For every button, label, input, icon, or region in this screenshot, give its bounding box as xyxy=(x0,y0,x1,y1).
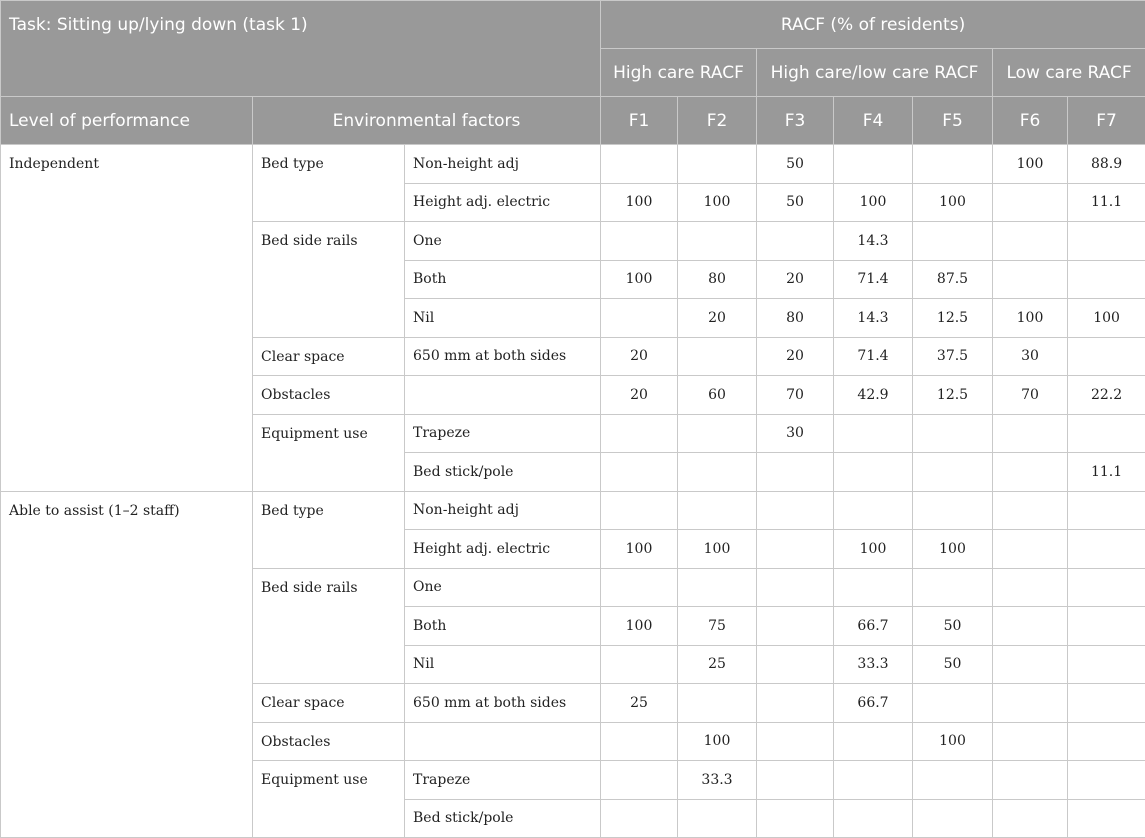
value-cell-f3 xyxy=(757,645,834,684)
value-cell-f3 xyxy=(757,222,834,261)
value-cell-f2 xyxy=(678,414,757,453)
value-cell-f7 xyxy=(1068,761,1145,800)
facility-header-f2: F2 xyxy=(678,97,757,145)
value-cell-f1 xyxy=(601,414,678,453)
factor-detail-cell: Bed stick/pole xyxy=(405,453,601,492)
value-cell-f1 xyxy=(601,145,678,184)
header-row-1 xyxy=(1,1,1145,49)
value-cell-f1: 20 xyxy=(601,376,678,415)
value-cell-f3: 70 xyxy=(757,376,834,415)
value-cell-f3: 80 xyxy=(757,299,834,338)
value-cell-f7: 22.2 xyxy=(1068,376,1145,415)
value-cell-f4: 71.4 xyxy=(834,337,913,376)
value-cell-f6: 30 xyxy=(993,337,1068,376)
value-cell-f3: 20 xyxy=(757,337,834,376)
value-cell-f4: 42.9 xyxy=(834,376,913,415)
value-cell-f6 xyxy=(993,722,1068,761)
value-cell-f2 xyxy=(678,337,757,376)
value-cell-f2 xyxy=(678,453,757,492)
value-cell-f2 xyxy=(678,684,757,723)
value-cell-f5: 100 xyxy=(913,722,993,761)
value-cell-f4: 100 xyxy=(834,530,913,569)
group-high-low-care: High care/low care RACF xyxy=(757,49,993,97)
value-cell-f5 xyxy=(913,145,993,184)
value-cell-f4: 66.7 xyxy=(834,607,913,646)
value-cell-f3 xyxy=(757,530,834,569)
level-of-performance-cell: Able to assist (1–2 staff) xyxy=(1,491,253,838)
value-cell-f4 xyxy=(834,414,913,453)
value-cell-f4 xyxy=(834,145,913,184)
facility-header-f6: F6 xyxy=(993,97,1068,145)
value-cell-f5 xyxy=(913,684,993,723)
environmental-factors-header: Environmental factors xyxy=(253,97,601,145)
value-cell-f5 xyxy=(913,761,993,800)
value-cell-f5: 12.5 xyxy=(913,376,993,415)
value-cell-f6 xyxy=(993,453,1068,492)
value-cell-f5: 100 xyxy=(913,530,993,569)
environmental-factor-cell: Obstacles xyxy=(253,376,405,415)
factor-detail-cell: Non-height adj xyxy=(405,145,601,184)
value-cell-f5: 37.5 xyxy=(913,337,993,376)
value-cell-f2 xyxy=(678,145,757,184)
environmental-factor-cell: Bed side rails xyxy=(253,222,405,338)
value-cell-f2: 100 xyxy=(678,530,757,569)
value-cell-f2 xyxy=(678,568,757,607)
value-cell-f1 xyxy=(601,645,678,684)
value-cell-f1: 20 xyxy=(601,337,678,376)
table-body xyxy=(1,145,1145,838)
value-cell-f7 xyxy=(1068,491,1145,530)
factor-detail-cell: Trapeze xyxy=(405,414,601,453)
value-cell-f6 xyxy=(993,684,1068,723)
factor-detail-cell: Trapeze xyxy=(405,761,601,800)
value-cell-f6: 100 xyxy=(993,299,1068,338)
table-row xyxy=(1,491,1145,530)
value-cell-f3 xyxy=(757,568,834,607)
value-cell-f2: 33.3 xyxy=(678,761,757,800)
value-cell-f1: 100 xyxy=(601,530,678,569)
factor-detail-cell: One xyxy=(405,222,601,261)
value-cell-f4: 100 xyxy=(834,183,913,222)
environmental-factor-cell: Bed type xyxy=(253,491,405,568)
facility-header-f3: F3 xyxy=(757,97,834,145)
value-cell-f4 xyxy=(834,453,913,492)
value-cell-f4 xyxy=(834,491,913,530)
value-cell-f5: 87.5 xyxy=(913,260,993,299)
value-cell-f3 xyxy=(757,684,834,723)
value-cell-f7 xyxy=(1068,222,1145,261)
value-cell-f4: 14.3 xyxy=(834,299,913,338)
value-cell-f2: 25 xyxy=(678,645,757,684)
value-cell-f2: 100 xyxy=(678,183,757,222)
value-cell-f1 xyxy=(601,222,678,261)
table-header xyxy=(1,1,1145,145)
factor-detail-cell xyxy=(405,722,601,761)
environmental-factor-cell: Bed side rails xyxy=(253,568,405,684)
environmental-factor-cell: Equipment use xyxy=(253,761,405,838)
value-cell-f2: 100 xyxy=(678,722,757,761)
table-row xyxy=(1,145,1145,184)
value-cell-f6 xyxy=(993,222,1068,261)
value-cell-f1 xyxy=(601,799,678,838)
value-cell-f6 xyxy=(993,568,1068,607)
value-cell-f2 xyxy=(678,799,757,838)
factor-detail-cell: Height adj. electric xyxy=(405,183,601,222)
value-cell-f2: 60 xyxy=(678,376,757,415)
value-cell-f7: 11.1 xyxy=(1068,453,1145,492)
value-cell-f5 xyxy=(913,414,993,453)
value-cell-f3: 30 xyxy=(757,414,834,453)
value-cell-f4 xyxy=(834,568,913,607)
value-cell-f4: 14.3 xyxy=(834,222,913,261)
value-cell-f4 xyxy=(834,722,913,761)
value-cell-f2: 80 xyxy=(678,260,757,299)
value-cell-f7 xyxy=(1068,260,1145,299)
value-cell-f7 xyxy=(1068,645,1145,684)
value-cell-f5: 50 xyxy=(913,607,993,646)
value-cell-f7 xyxy=(1068,722,1145,761)
value-cell-f1: 100 xyxy=(601,183,678,222)
value-cell-f1: 100 xyxy=(601,607,678,646)
value-cell-f4: 71.4 xyxy=(834,260,913,299)
value-cell-f4: 33.3 xyxy=(834,645,913,684)
environmental-factor-cell: Clear space xyxy=(253,337,405,376)
value-cell-f3 xyxy=(757,799,834,838)
value-cell-f4: 66.7 xyxy=(834,684,913,723)
value-cell-f5: 100 xyxy=(913,183,993,222)
value-cell-f7: 100 xyxy=(1068,299,1145,338)
facility-header-f5: F5 xyxy=(913,97,993,145)
value-cell-f2: 20 xyxy=(678,299,757,338)
value-cell-f1 xyxy=(601,568,678,607)
facility-header-f1: F1 xyxy=(601,97,678,145)
value-cell-f3 xyxy=(757,491,834,530)
value-cell-f6 xyxy=(993,491,1068,530)
value-cell-f6 xyxy=(993,799,1068,838)
value-cell-f3 xyxy=(757,761,834,800)
value-cell-f6 xyxy=(993,183,1068,222)
value-cell-f5: 50 xyxy=(913,645,993,684)
value-cell-f4 xyxy=(834,799,913,838)
value-cell-f7 xyxy=(1068,530,1145,569)
value-cell-f5 xyxy=(913,568,993,607)
value-cell-f6 xyxy=(993,260,1068,299)
value-cell-f6: 100 xyxy=(993,145,1068,184)
factor-detail-cell: Bed stick/pole xyxy=(405,799,601,838)
value-cell-f2 xyxy=(678,222,757,261)
value-cell-f5 xyxy=(913,453,993,492)
level-of-performance-cell: Independent xyxy=(1,145,253,492)
value-cell-f6 xyxy=(993,761,1068,800)
value-cell-f7 xyxy=(1068,799,1145,838)
value-cell-f6: 70 xyxy=(993,376,1068,415)
facility-header-f4: F4 xyxy=(834,97,913,145)
factor-detail-cell: Nil xyxy=(405,299,601,338)
value-cell-f7 xyxy=(1068,684,1145,723)
value-cell-f4 xyxy=(834,761,913,800)
factor-detail-cell: Non-height adj xyxy=(405,491,601,530)
value-cell-f5 xyxy=(913,491,993,530)
factor-detail-cell: Height adj. electric xyxy=(405,530,601,569)
value-cell-f6 xyxy=(993,645,1068,684)
racf-title: RACF (% of residents) xyxy=(601,1,1145,49)
value-cell-f7: 11.1 xyxy=(1068,183,1145,222)
environmental-factor-cell: Clear space xyxy=(253,684,405,723)
value-cell-f2: 75 xyxy=(678,607,757,646)
factor-detail-cell: Both xyxy=(405,260,601,299)
value-cell-f6 xyxy=(993,530,1068,569)
value-cell-f6 xyxy=(993,607,1068,646)
value-cell-f7 xyxy=(1068,607,1145,646)
factor-detail-cell: Nil xyxy=(405,645,601,684)
level-column-header: Level of performance xyxy=(1,97,253,145)
factor-detail-cell: 650 mm at both sides xyxy=(405,337,601,376)
value-cell-f7 xyxy=(1068,337,1145,376)
value-cell-f1 xyxy=(601,761,678,800)
factor-detail-cell: Both xyxy=(405,607,601,646)
environmental-factor-cell: Bed type xyxy=(253,145,405,222)
value-cell-f3 xyxy=(757,722,834,761)
factor-detail-cell xyxy=(405,376,601,415)
value-cell-f3: 20 xyxy=(757,260,834,299)
environmental-factor-cell: Equipment use xyxy=(253,414,405,491)
value-cell-f3: 50 xyxy=(757,183,834,222)
header-row-3 xyxy=(1,97,1145,145)
facility-header-f7: F7 xyxy=(1068,97,1145,145)
value-cell-f7 xyxy=(1068,568,1145,607)
value-cell-f1 xyxy=(601,453,678,492)
value-cell-f1 xyxy=(601,491,678,530)
group-low-care: Low care RACF xyxy=(993,49,1145,97)
value-cell-f1 xyxy=(601,722,678,761)
value-cell-f1: 25 xyxy=(601,684,678,723)
environmental-factor-cell: Obstacles xyxy=(253,722,405,761)
group-high-care: High care RACF xyxy=(601,49,757,97)
value-cell-f1 xyxy=(601,299,678,338)
value-cell-f5 xyxy=(913,799,993,838)
value-cell-f7 xyxy=(1068,414,1145,453)
value-cell-f3 xyxy=(757,607,834,646)
value-cell-f7: 88.9 xyxy=(1068,145,1145,184)
value-cell-f3 xyxy=(757,453,834,492)
factor-detail-cell: 650 mm at both sides xyxy=(405,684,601,723)
task-title: Task: Sitting up/lying down (task 1) xyxy=(1,1,601,97)
value-cell-f5: 12.5 xyxy=(913,299,993,338)
value-cell-f1: 100 xyxy=(601,260,678,299)
value-cell-f6 xyxy=(993,414,1068,453)
value-cell-f3: 50 xyxy=(757,145,834,184)
factor-detail-cell: One xyxy=(405,568,601,607)
value-cell-f5 xyxy=(913,222,993,261)
value-cell-f2 xyxy=(678,491,757,530)
